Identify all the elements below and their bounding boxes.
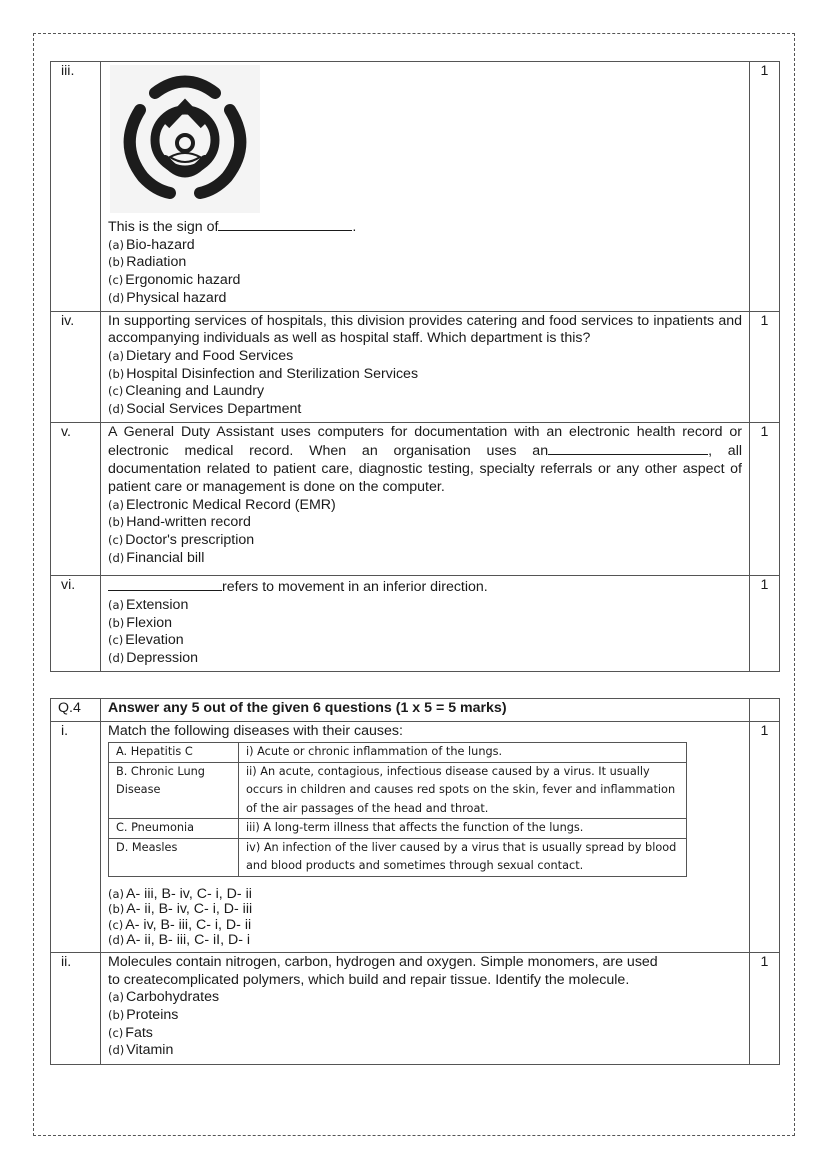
option-a: (a) Dietary and Food Services [108, 347, 294, 364]
option-b: (b) Hospital Disinfection and Sterilization Services [108, 365, 419, 382]
question-stem: Match the following diseases with their causes: [108, 722, 403, 739]
option-c: (c) Ergonomic hazard [108, 272, 241, 289]
option-d: (d) Financial bill [108, 549, 205, 566]
option-b: (b) Flexion [108, 614, 173, 631]
option-c: (c) Cleaning and Laundry [108, 383, 265, 400]
question-stem-line: Molecules contain nitrogen, carbon, hydrogen and oxygen. Simple monomers, are used [108, 953, 658, 970]
section-marks-cell [750, 699, 780, 722]
match-cause: iii) A long-term illness that affects the function of the lungs. [239, 819, 687, 839]
question-stem-line: to createcomplicated polymers, which build and repair tissue. Identify the molecule. [108, 971, 630, 988]
question-number: iv. [51, 311, 101, 422]
option-d: (d) Social Services Department [108, 401, 302, 418]
option-c: (c) Doctor's prescription [108, 531, 255, 548]
question-number: ii. [51, 952, 101, 1064]
biohazard-icon [110, 65, 260, 213]
match-row [109, 838, 687, 876]
match-cause: ii) An acute, contagious, infectious disease caused by a virus. It usually occurs in children and causes red spots on the skin, fever and inflammation of the air passages of the head and throat. [239, 762, 687, 819]
match-row [109, 743, 687, 763]
option-b: (b) Proteins [108, 1007, 179, 1024]
answer-blank [108, 577, 222, 591]
option-d: (d) Vitamin [108, 1042, 174, 1059]
option-d: (d) Physical hazard [108, 289, 227, 306]
question-row [51, 422, 780, 576]
question-stem: In supporting services of hospitals, this division provides catering and food services to inpatients and accompanying individuals as well as hospital staff. Which department is this? [108, 312, 742, 347]
question-table-section3 [50, 61, 780, 672]
option-a: (a) A- iii, B- iv, C- i, D- ii [108, 885, 252, 902]
match-row [109, 819, 687, 839]
answer-blank [218, 217, 352, 231]
answer-blank [548, 441, 708, 455]
option-c: (c) A- iv, B- iii, C- i, D- ii [108, 916, 252, 933]
option-a: (a) Bio-hazard [108, 236, 195, 253]
question-marks: 1 [750, 62, 780, 312]
question-row [51, 952, 780, 1064]
question-stem: This is the sign of [108, 219, 219, 235]
question-marks: 1 [750, 311, 780, 422]
question-stem: refers to movement in an inferior direction. [108, 577, 742, 597]
match-cause: iv) An infection of the liver caused by a virus that is usually spread by blood and blood products and sometimes through sexual contact. [239, 838, 687, 876]
match-disease: C. Pneumonia [109, 819, 239, 839]
option-a: (a) Carbohydrates [108, 989, 220, 1006]
question-number: iii. [51, 62, 101, 312]
question-body [101, 422, 750, 576]
section-header-row [51, 699, 780, 722]
question-body [101, 62, 750, 312]
question-number: i. [51, 721, 101, 952]
stem-suffix: . [352, 219, 357, 235]
question-marks: 1 [750, 576, 780, 672]
question-row [51, 311, 780, 422]
section-number: Q.4 [51, 699, 101, 722]
question-body [101, 311, 750, 422]
match-disease: B. Chronic Lung Disease [109, 762, 239, 819]
question-body [101, 576, 750, 672]
question-stem [108, 954, 742, 989]
question-number: v. [51, 422, 101, 576]
option-a: (a) Extension [108, 597, 189, 614]
option-c: (c) Elevation [108, 632, 184, 649]
match-disease: D. Measles [109, 838, 239, 876]
option-d: (d) Depression [108, 650, 199, 667]
match-disease: A. Hepatitis C [109, 743, 239, 763]
question-marks: 1 [750, 422, 780, 576]
question-number: vi. [51, 576, 101, 672]
question-stem: A General Duty Assistant uses computers for documentation with an electronic health record or electronic medical record. When an organisation uses an , all documentation related to patient care, diagnostic testing, specialty referrals or any other aspect of patient care or management is done on the computer. [108, 423, 743, 495]
question-marks: 1 [750, 952, 780, 1064]
option-a: (a) Electronic Medical Record (EMR) [108, 496, 336, 513]
match-row [109, 762, 687, 819]
question-row [51, 62, 780, 312]
option-b: (b) Radiation [108, 254, 187, 271]
question-row [51, 721, 780, 952]
option-b: (b) A- ii, B- iv, C- i, D- iii [108, 901, 253, 918]
match-cause: i) Acute or chronic inflammation of the lungs. [239, 743, 687, 763]
question-body [101, 952, 750, 1064]
question-row [51, 576, 780, 672]
match-table [108, 742, 687, 877]
option-b: (b) Hand-written record [108, 514, 251, 531]
option-d: (d) A- ii, B- iii, C- iI, D- i [108, 932, 251, 949]
question-table-section4 [50, 698, 780, 1065]
option-c: (c) Fats [108, 1024, 153, 1041]
section-heading: Answer any 5 out of the given 6 questions (1 x 5 = 5 marks) [101, 699, 750, 722]
question-marks: 1 [750, 721, 780, 952]
question-body [101, 721, 750, 952]
